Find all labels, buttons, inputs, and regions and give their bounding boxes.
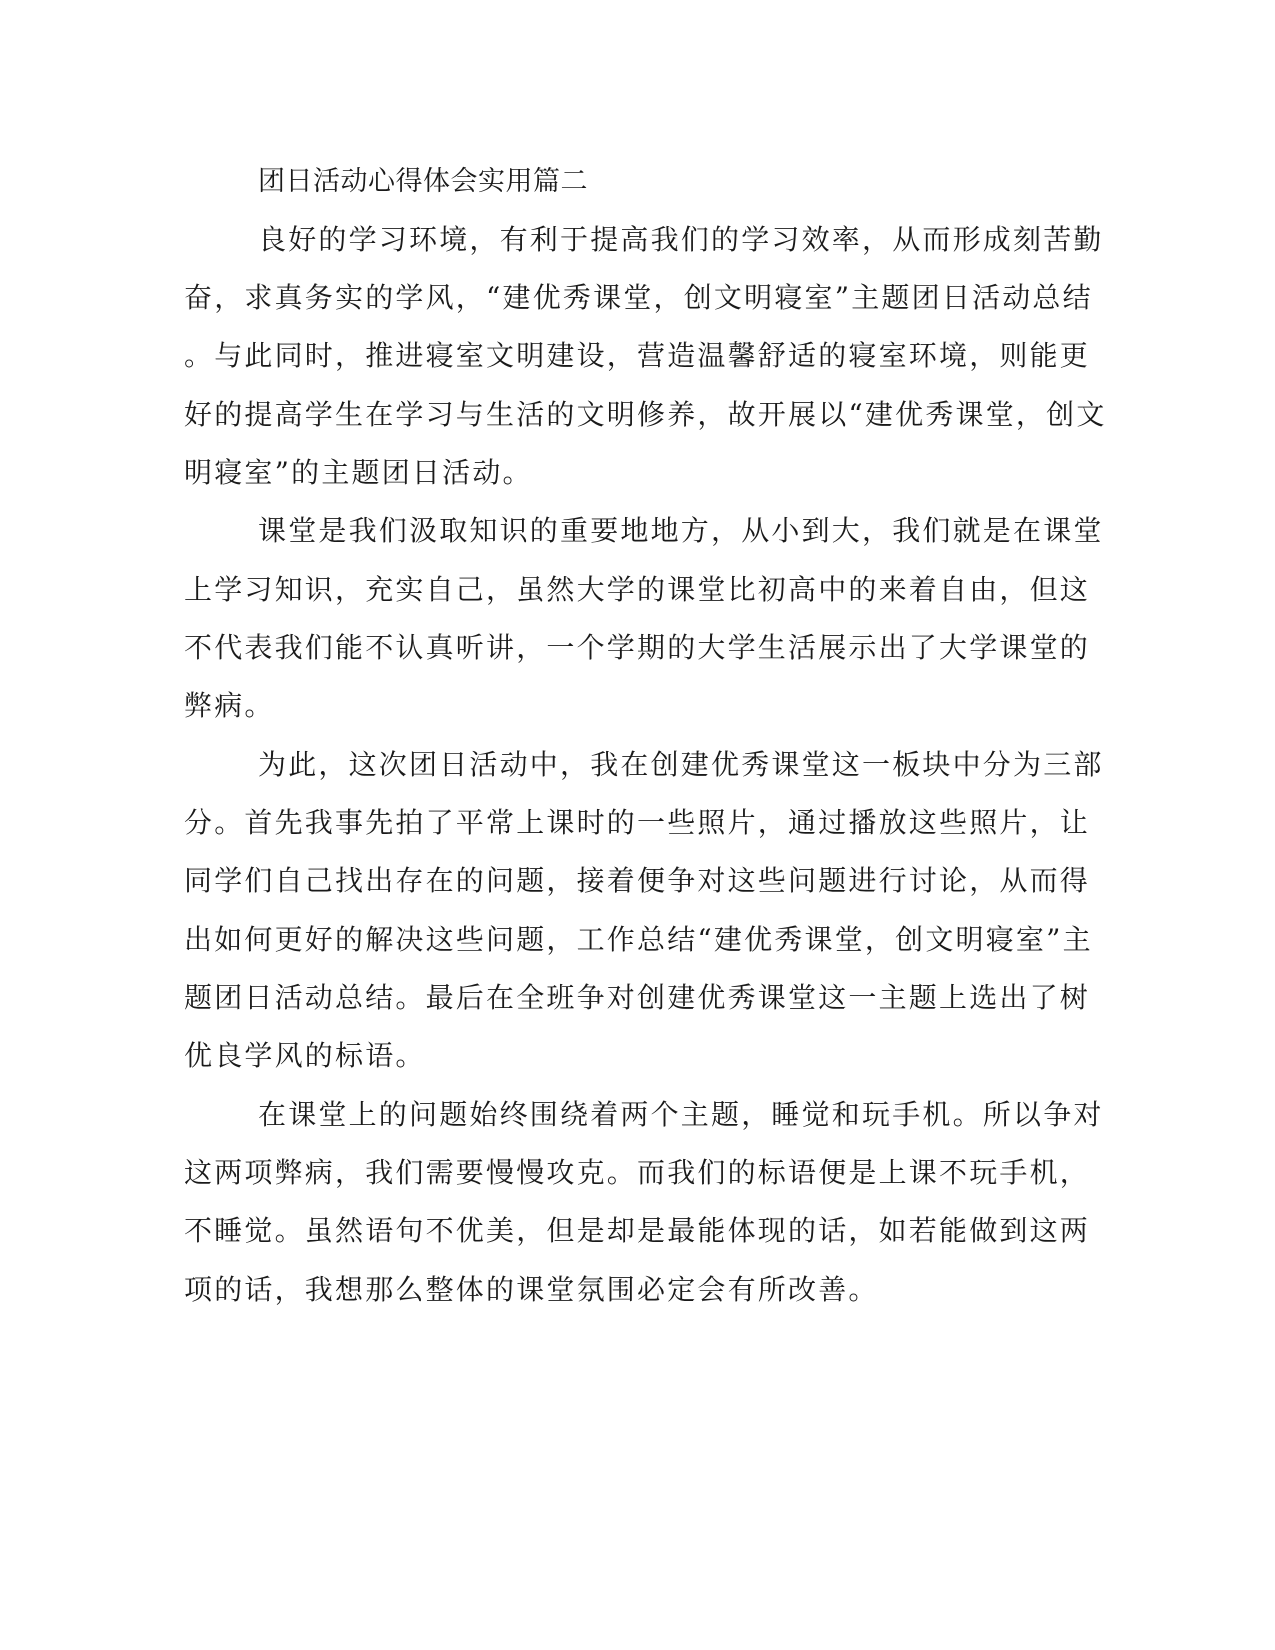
paragraph-3-line-1: 为此，这次团日活动中，我在创建优秀课堂这一板块中分为三部 <box>258 748 1104 781</box>
paragraph-1-line-1: 良好的学习环境，有利于提高我们的学习效率，从而形成刻苦勤 <box>258 223 1104 256</box>
paragraph-1-line-2: 奋，求真务实的学风，“建优秀课堂，创文明寝室”主题团日活动总结 <box>184 281 1093 314</box>
paragraph-1-line-3: 。与此同时，推进寝室文明建设，营造温馨舒适的寝室环境，则能更 <box>184 339 1091 372</box>
paragraph-3-line-5: 题团日活动总结。最后在全班争对创建优秀课堂这一主题上选出了树 <box>184 981 1091 1014</box>
paragraph-2-line-2: 上学习知识，充实自己，虽然大学的课堂比初高中的来着自由，但这 <box>184 573 1091 606</box>
paragraph-3-line-2: 分。首先我事先拍了平常上课时的一些照片，通过播放这些照片，让 <box>184 806 1091 839</box>
paragraph-2-line-3: 不代表我们能不认真听讲，一个学期的大学生活展示出了大学课堂的 <box>184 631 1091 664</box>
paragraph-3-line-6: 优良学风的标语。 <box>184 1039 426 1072</box>
paragraph-3-line-4: 出如何更好的解决这些问题，工作总结“建优秀课堂，创文明寝室”主 <box>184 923 1093 956</box>
paragraph-2-line-4: 弊病。 <box>184 689 275 722</box>
paragraph-1-line-5: 明寝室”的主题团日活动。 <box>184 456 533 489</box>
paragraph-4-line-4: 项的话，我想那么整体的课堂氛围必定会有所改善。 <box>184 1273 879 1306</box>
document-title: 团日活动心得体会实用篇二 <box>258 166 588 197</box>
paragraph-4-line-3: 不睡觉。虽然语句不优美，但是却是最能体现的话，如若能做到这两 <box>184 1214 1091 1247</box>
paragraph-4-line-2: 这两项弊病，我们需要慢慢攻克。而我们的标语便是上课不玩手机， <box>184 1156 1091 1189</box>
paragraph-2-line-1: 课堂是我们汲取知识的重要地地方，从小到大，我们就是在课堂 <box>258 514 1104 547</box>
paragraph-4-line-1: 在课堂上的问题始终围绕着两个主题，睡觉和玩手机。所以争对 <box>258 1098 1104 1131</box>
paragraph-1-line-4: 好的提高学生在学习与生活的文明修养，故开展以“建优秀课堂，创文 <box>184 398 1107 431</box>
paragraph-3-line-3: 同学们自己找出存在的问题，接着便争对这些问题进行讨论，从而得 <box>184 864 1091 897</box>
